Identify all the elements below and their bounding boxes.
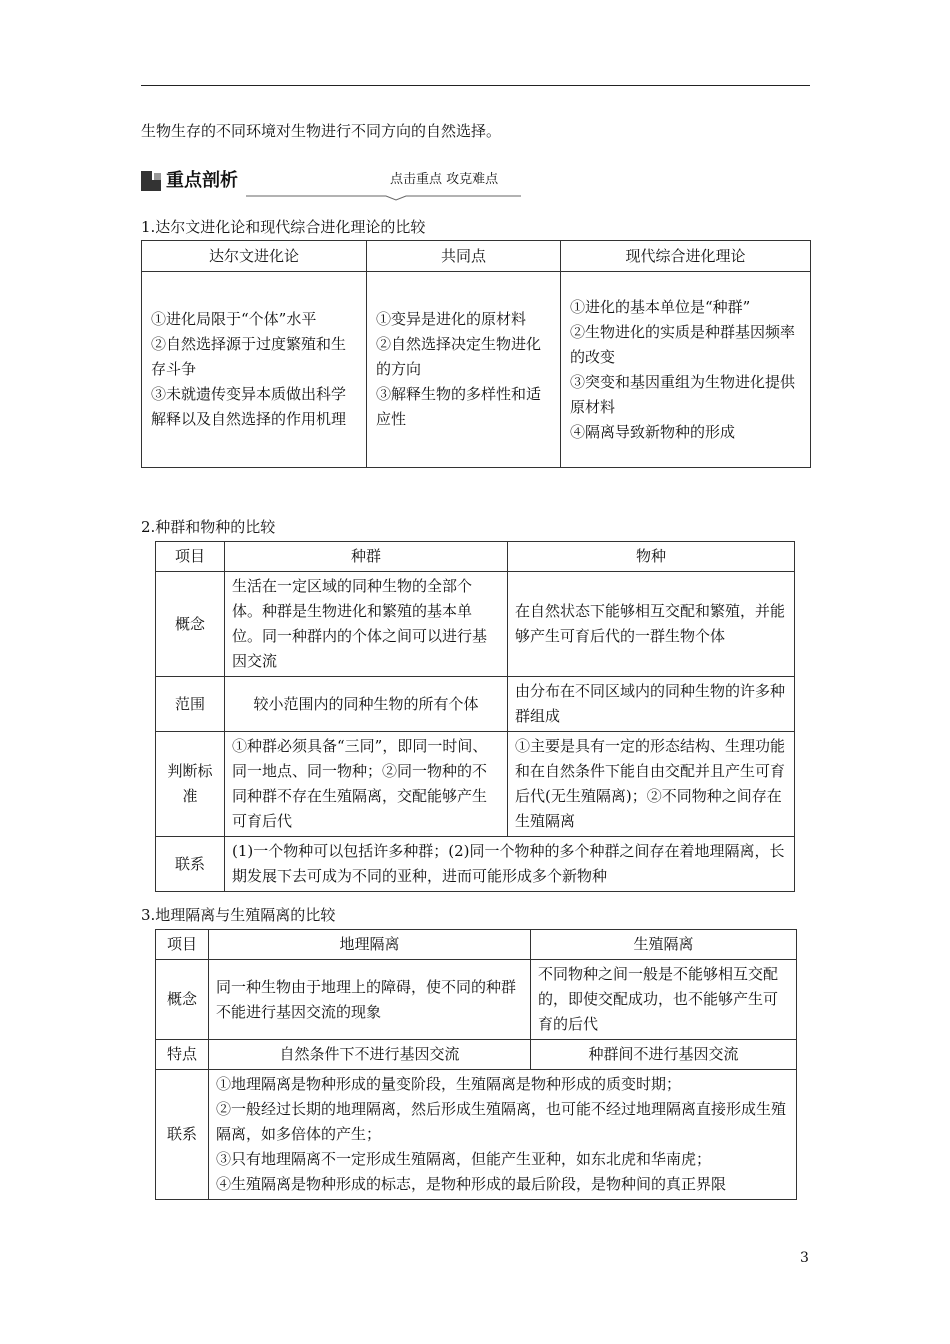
- table1-darwin-cell: [142, 272, 367, 468]
- table2-relation-cell: (1)一个物种可以包括许多种群；(2)同一个物种的多个种群之间存在着地理隔离，长期发展下去可成为不同的亚种，进而可能形成多个新物种: [225, 837, 795, 892]
- table2-cell: 生活在一定区域的同种生物的全部个体。种群是生物进化和繁殖的基本单位。同一种群内的个体之间可以进行基因交流: [225, 572, 508, 677]
- table3-cell: 自然条件下不进行基因交流: [209, 1040, 531, 1070]
- table2-row-label: 判断标准: [156, 732, 225, 837]
- table3-cell: 同一种生物由于地理上的障碍，使不同的种群不能进行基因交流的现象: [209, 960, 531, 1040]
- table-row: [156, 1070, 797, 1200]
- table3-row-label: 概念: [156, 960, 209, 1040]
- section-header: [141, 166, 521, 198]
- table1-header-darwin: 达尔文进化论: [142, 241, 367, 272]
- table2-cell: ①主要是具有一定的形态结构、生理功能和在自然条件下能自由交配并且产生可育后代(无生殖隔离)；②不同物种之间存在生殖隔离: [508, 732, 795, 837]
- table-row: [156, 837, 795, 892]
- page-number: 3: [800, 1250, 809, 1266]
- table1-header-modern: 现代综合进化理论: [561, 241, 811, 272]
- table2-relation-label: 联系: [156, 837, 225, 892]
- table3-relation-point: ②一般经过长期的地理隔离，然后形成生殖隔离，也可能不经过地理隔离直接形成生殖隔离，如多倍体的产生；: [216, 1100, 787, 1143]
- table2-header-species: 物种: [508, 542, 795, 572]
- table3-heading: 3.地理隔离与生殖隔离的比较: [141, 906, 336, 924]
- table2: [155, 541, 795, 892]
- section-underline: [246, 190, 521, 202]
- table2-cell: 由分布在不同区域内的同种生物的许多种群组成: [508, 677, 795, 732]
- table1-modern-point: ③突变和基因重组为生物进化提供原材料: [570, 372, 796, 416]
- table-row: [156, 960, 797, 1040]
- table2-cell: 在自然状态下能够相互交配和繁殖，并能够产生可育后代的一群生物个体: [508, 572, 795, 677]
- table1-heading: 1.达尔文进化论和现代综合进化理论的比较: [141, 218, 426, 236]
- table1-modern-point: ④隔离导致新物种的形成: [570, 422, 736, 441]
- table1-darwin-point: ③未就遗传变异本质做出科学解释以及自然选择的作用机理: [151, 385, 347, 428]
- table1-common-cell: [367, 272, 561, 468]
- table-row: [156, 732, 795, 837]
- section-title: 重点剖析: [166, 170, 238, 191]
- table1-common-point: ②自然选择决定生物进化的方向: [376, 335, 542, 378]
- intro-text: 生物生存的不同环境对生物进行不同方向的自然选择。: [141, 122, 502, 140]
- table1-header-common: 共同点: [367, 241, 561, 272]
- table-row: [156, 677, 795, 732]
- table1-modern-point: ②生物进化的实质是种群基因频率的改变: [570, 322, 796, 366]
- top-rule: [141, 85, 810, 86]
- table1-common-point: ③解释生物的多样性和适应性: [376, 385, 542, 428]
- table3: [155, 929, 797, 1200]
- table1-modern-cell: [561, 272, 811, 468]
- table3-header-item: 项目: [156, 930, 209, 960]
- table2-row-label: 概念: [156, 572, 225, 677]
- table2-cell: ①种群必须具备“三同”，即同一时间、同一地点、同一物种；②同一物种的不同种群不存在生殖隔离，交配能够产生可育后代: [225, 732, 508, 837]
- table1-darwin-point: ①进化局限于“个体”水平: [151, 310, 317, 328]
- table3-row-label: 特点: [156, 1040, 209, 1070]
- table2-header-item: 项目: [156, 542, 225, 572]
- table1-common-point: ①变异是进化的原材料: [376, 310, 527, 328]
- table3-relation-cell: [209, 1070, 797, 1200]
- table-row: [156, 1040, 797, 1070]
- table2-heading: 2.种群和物种的比较: [141, 518, 276, 536]
- section-subtitle: 点击重点 攻克难点: [390, 172, 499, 187]
- table2-row-label: 范围: [156, 677, 225, 732]
- table3-relation-point: ④生殖隔离是物种形成的标志，是物种形成的最后阶段，是物种间的真正界限: [216, 1175, 727, 1193]
- table3-cell: 种群间不进行基因交流: [531, 1040, 797, 1070]
- table1-darwin-point: ②自然选择源于过度繁殖和生存斗争: [151, 335, 347, 378]
- table-row: [156, 572, 795, 677]
- table3-relation-point: ③只有地理隔离不一定形成生殖隔离，但能产生亚种，如东北虎和华南虎；: [216, 1150, 712, 1168]
- table3-header-reproductive: 生殖隔离: [531, 930, 797, 960]
- table3-relation-point: ①地理隔离是物种形成的量变阶段，生殖隔离是物种形成的质变时期；: [216, 1075, 682, 1093]
- table2-cell: 较小范围内的同种生物的所有个体: [225, 677, 508, 732]
- table1-modern-point: ①进化的基本单位是“种群”: [570, 297, 751, 316]
- table2-header-population: 种群: [225, 542, 508, 572]
- section-square-icon: [141, 171, 161, 191]
- table3-relation-label: 联系: [156, 1070, 209, 1200]
- table3-cell: 不同物种之间一般是不能够相互交配的，即使交配成功，也不能够产生可育的后代: [531, 960, 797, 1040]
- table1: [141, 240, 811, 468]
- table3-header-geographic: 地理隔离: [209, 930, 531, 960]
